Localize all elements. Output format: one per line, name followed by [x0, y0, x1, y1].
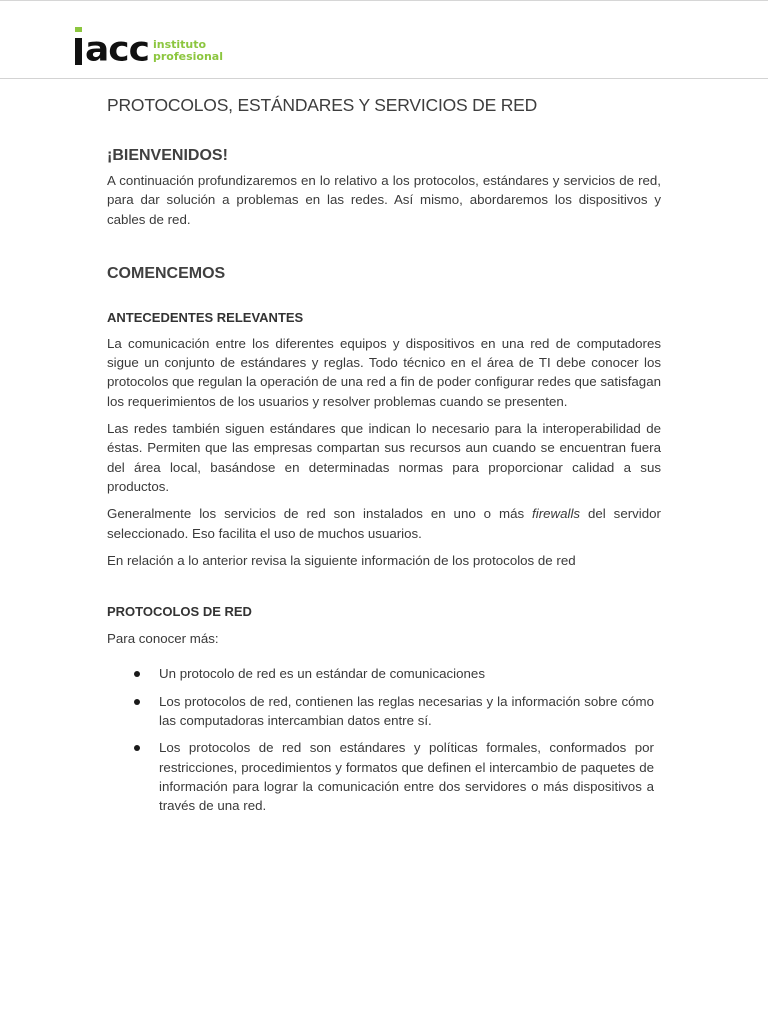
protocols-list [107, 664, 661, 815]
bullet-icon [134, 745, 140, 751]
list-item-text: Los protocolos de red, contienen las reglas necesarias y la información sobre cómo las computadoras intercambian datos entre sí. [159, 693, 654, 729]
welcome-heading: ¡BIENVENIDOS! [107, 147, 228, 164]
list-item-text: Los protocolos de red son estándares y políticas formales, conformados por restricciones, procedimientos y formatos que definen el intercambio de paquetes de información para lograr la comunicación entre dos servidores o más dispositivos a través de una red. [159, 740, 654, 814]
document-title: PROTOCOLOS, ESTÁNDARES Y SERVICIOS DE RED [107, 95, 538, 115]
logo-letters: acc [85, 30, 149, 69]
paragraph-services [107, 504, 661, 543]
list-item-text: Un protocolo de red es un estándar de comunicaciones [159, 666, 485, 682]
paragraph-services-part1: Generalmente los servicios de red son instalados en uno o más [107, 506, 533, 522]
logo-i-glyph [75, 27, 82, 65]
logo-mark [75, 27, 149, 69]
start-heading: COMENCEMOS [107, 264, 226, 282]
list-item [107, 664, 654, 683]
logo-subtitle [153, 39, 223, 62]
iacc-logo [75, 27, 223, 67]
list-item [107, 738, 654, 815]
paragraph-standards: Las redes también siguen estándares que indican lo necesario para la interoperabilidad de éstas. Permiten que las empresas compartan sus recursos aun cuando se encuentran fuera del área local, basándose en determinadas normas para proporcionar calidad a sus productos. [107, 421, 661, 494]
protocols-heading: PROTOCOLOS DE RED [107, 604, 252, 620]
document-body [107, 93, 661, 824]
background-heading: ANTECEDENTES RELEVANTES [107, 309, 304, 325]
logo-line-2: profesional [152, 49, 223, 63]
bullet-icon [134, 671, 140, 677]
logo-line-1: instituto [152, 38, 207, 51]
paragraph-communication: La comunicación entre los diferentes equipos y dispositivos en una red de computadores sigue un conjunto de estándares y reglas. Todo técnico en el área de TI debe conocer los protocolos que regulan la operación de una red a fin de poder configurar redes que satisfagan los requerimientos de los usuarios y resolver problemas cuando se presenten. [107, 335, 661, 409]
paragraph-services-part2: del servidor seleccionado. Eso facilita el uso de muchos usuarios. [107, 506, 661, 541]
paragraph-review: En relación a lo anterior revisa la siguiente información de los protocolos de red [107, 552, 576, 568]
bullet-icon [134, 699, 140, 705]
list-item [107, 692, 654, 731]
firewalls-term: firewalls [532, 506, 581, 522]
page-header [0, 1, 768, 79]
learn-more-text: Para conocer más: [107, 631, 219, 647]
intro-paragraph: A continuación profundizaremos en lo relativo a los protocolos, estándares y servicios de red, para dar solución a problemas en las redes. Así mismo, abordaremos los dispositivos y cables de red. [107, 173, 661, 227]
